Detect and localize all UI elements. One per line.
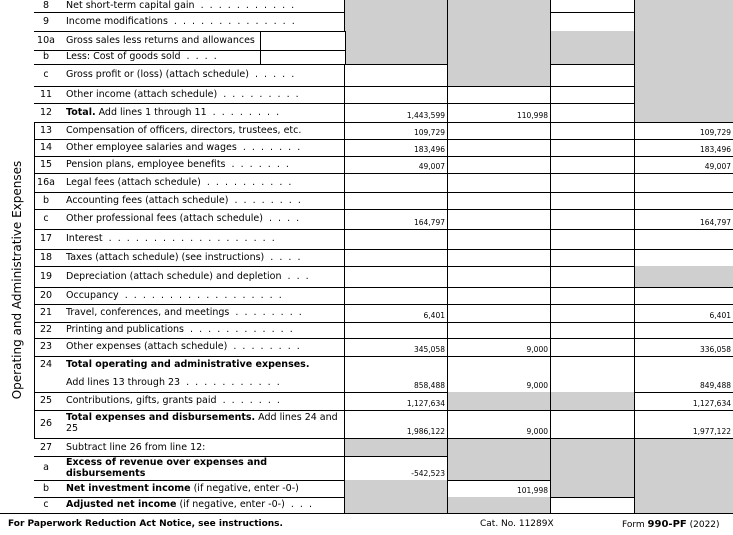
amount-cell[interactable]	[344, 103, 447, 122]
line-number: 13	[39, 124, 53, 136]
amount-value: 6,401	[709, 311, 731, 320]
line-label: Subtract line 26 from line 12:	[66, 441, 206, 453]
line-label: Adjusted net income (if negative, enter -0-) . . .	[66, 499, 312, 510]
form-line-26	[34, 455, 733, 481]
line-number: 16a	[37, 176, 55, 188]
form-footer	[0, 513, 733, 535]
amount-cell	[344, 439, 447, 456]
amount-cell	[550, 392, 634, 410]
amount-cell[interactable]	[447, 229, 550, 249]
amount-cell[interactable]	[550, 122, 634, 139]
amount-cell[interactable]	[447, 103, 550, 122]
line-number: 27	[39, 441, 53, 453]
form-line-10	[34, 156, 733, 174]
amount-cell[interactable]	[447, 266, 550, 287]
amount-cell	[344, 50, 447, 64]
line-number: 14	[39, 141, 53, 153]
amount-value: 9,000	[526, 427, 548, 436]
form-line-13	[34, 209, 733, 230]
form-line-27	[34, 480, 733, 498]
line-number: 23	[39, 341, 53, 352]
amount-cell	[344, 0, 447, 12]
line-number: b	[42, 482, 50, 494]
line-number: 8	[42, 0, 50, 11]
amount-cell[interactable]	[447, 156, 550, 173]
amount-cell[interactable]	[447, 86, 550, 103]
form-line-5	[34, 64, 733, 87]
line-label: Other employee salaries and wages . . . . . . .	[66, 141, 301, 153]
amount-value: 9,000	[526, 381, 548, 390]
amount-cell[interactable]	[344, 287, 447, 304]
form-line-9	[34, 139, 733, 157]
amount-value: 109,729	[699, 128, 731, 137]
amount-cell	[634, 497, 733, 513]
amount-cell	[634, 64, 733, 86]
form-line-8	[34, 122, 733, 140]
line-number: b	[42, 51, 50, 62]
amount-cell[interactable]	[550, 173, 634, 192]
amount-cell[interactable]	[447, 480, 550, 497]
line-label: Income modifications . . . . . . . . . . . . . .	[66, 15, 295, 27]
amount-cell[interactable]	[447, 374, 550, 392]
amount-cell	[634, 50, 733, 64]
amount-cell	[634, 455, 733, 480]
line-number: 9	[42, 15, 50, 27]
amount-cell[interactable]	[634, 322, 733, 338]
amount-cell[interactable]	[550, 374, 634, 392]
form-line-22	[34, 374, 733, 393]
amount-cell[interactable]	[634, 173, 733, 192]
amount-cell[interactable]	[447, 356, 550, 374]
amount-cell[interactable]	[634, 192, 733, 209]
form-prefix: Form	[622, 520, 645, 530]
amount-cell[interactable]	[634, 410, 733, 438]
line-number: 12	[39, 106, 53, 118]
line-number: 17	[39, 233, 53, 244]
amount-cell[interactable]	[344, 209, 447, 229]
amount-cell	[344, 12, 447, 31]
amount-value: 183,496	[699, 145, 731, 154]
amount-cell[interactable]	[634, 249, 733, 266]
line-label: Taxes (attach schedule) (see instructions) . . . .	[66, 251, 301, 263]
line-number: a	[43, 461, 49, 473]
amount-cell[interactable]	[634, 287, 733, 304]
amount-cell	[550, 455, 634, 480]
amount-cell	[344, 480, 447, 497]
amount-cell[interactable]	[634, 338, 733, 356]
line-number: c	[43, 213, 49, 224]
amount-cell	[634, 86, 733, 103]
line-number: 18	[39, 251, 53, 263]
line-number: 20	[39, 289, 53, 301]
amount-value: -542,523	[411, 469, 445, 478]
amount-cell	[447, 12, 550, 31]
amount-value: 1,977,122	[692, 427, 731, 436]
line-label: Legal fees (attach schedule) . . . . . . . . . .	[66, 176, 292, 188]
amount-cell[interactable]	[344, 86, 447, 103]
line-number: 22	[39, 324, 53, 335]
amount-cell[interactable]	[550, 304, 634, 322]
amount-cell	[447, 50, 550, 64]
amount-value: 6,401	[423, 311, 445, 320]
amount-value: 858,488	[413, 381, 445, 390]
amount-value: 101,998	[516, 486, 548, 495]
amount-cell[interactable]	[344, 266, 447, 287]
side-label-text: Operating and Administrative Expenses	[10, 160, 24, 400]
amount-cell[interactable]	[344, 455, 447, 480]
amount-cell[interactable]	[550, 209, 634, 229]
amount-cell[interactable]	[550, 497, 634, 513]
amount-cell	[447, 497, 550, 513]
line-label: Other professional fees (attach schedule) . . . .	[66, 213, 300, 224]
form-line-28	[34, 497, 733, 514]
line-label: Total. Add lines 1 through 11 . . . . . . . .	[66, 106, 280, 118]
amount-cell	[550, 50, 634, 64]
amount-cell[interactable]	[550, 287, 634, 304]
form-line-4	[34, 50, 733, 65]
amount-cell[interactable]	[550, 192, 634, 209]
amount-cell[interactable]	[634, 374, 733, 392]
catalog-number: Cat. No. 11289X	[480, 519, 554, 529]
form-line-2	[34, 12, 733, 32]
line-label: Gross sales less returns and allowances	[66, 34, 255, 46]
amount-value: 1,127,634	[406, 399, 445, 408]
line-label: Travel, conferences, and meetings . . . . . . . .	[66, 307, 302, 318]
form-line-14	[34, 229, 733, 250]
line-number: 10a	[37, 34, 55, 46]
amount-cell[interactable]	[344, 304, 447, 322]
amount-cell[interactable]	[344, 322, 447, 338]
amount-cell[interactable]	[550, 249, 634, 266]
amount-cell[interactable]	[634, 356, 733, 374]
line-label: Net investment income (if negative, enter -0-)	[66, 482, 299, 494]
amount-cell	[344, 31, 447, 50]
line-number: b	[42, 194, 50, 206]
amount-cell[interactable]	[550, 139, 634, 156]
line-number: 24	[39, 359, 53, 370]
gross-sales-input[interactable]	[260, 31, 346, 51]
line-label: Other expenses (attach schedule) . . . . . . . .	[66, 341, 300, 352]
amount-cell[interactable]	[550, 64, 634, 86]
amount-cell[interactable]	[447, 192, 550, 209]
form-line-12	[34, 192, 733, 210]
amount-cell	[550, 480, 634, 497]
line-number: 26	[39, 418, 53, 429]
amount-cell[interactable]	[447, 173, 550, 192]
amount-cell	[634, 0, 733, 12]
amount-value: 164,797	[413, 218, 445, 227]
amount-cell[interactable]	[344, 192, 447, 209]
form-line-3	[34, 31, 733, 51]
amount-cell[interactable]	[634, 139, 733, 156]
amount-cell	[634, 439, 733, 456]
line-label: Other income (attach schedule) . . . . . . . . .	[66, 88, 299, 100]
line-label: Gross profit or (loss) (attach schedule) . . . . .	[66, 69, 295, 80]
amount-cell[interactable]	[550, 266, 634, 287]
amount-cell[interactable]	[634, 156, 733, 173]
form-line-16	[34, 266, 733, 288]
amount-cell[interactable]	[344, 249, 447, 266]
amount-cell	[344, 497, 447, 513]
line-label: Depreciation (attach schedule) and depletion . . .	[66, 270, 309, 282]
line-label: Add lines 13 through 23 . . . . . . . . . . .	[66, 377, 280, 388]
line-label: Occupancy . . . . . . . . . . . . . . . . . .	[66, 289, 282, 301]
line-number: 19	[39, 270, 53, 282]
amount-cell	[447, 0, 550, 12]
amount-cell[interactable]	[447, 410, 550, 438]
line-label: Excess of revenue over expenses and disbursements	[66, 457, 268, 479]
form-name: 990-PF	[647, 519, 687, 530]
line-label: Pension plans, employee benefits . . . . . . .	[66, 158, 289, 170]
form-line-18	[34, 304, 733, 323]
amount-cell[interactable]	[344, 356, 447, 374]
amount-cell[interactable]	[634, 122, 733, 139]
amount-cell	[447, 455, 550, 480]
paperwork-notice: For Paperwork Reduction Act Notice, see instructions.	[8, 519, 283, 529]
amount-cell[interactable]	[344, 139, 447, 156]
line-label: Interest . . . . . . . . . . . . . . . . . . .	[66, 233, 275, 244]
line-number: c	[43, 69, 49, 80]
cost-of-goods-input[interactable]	[260, 50, 346, 65]
line-label: Total expenses and disbursements. Add lines 24 and 25	[66, 412, 338, 434]
amount-cell[interactable]	[447, 139, 550, 156]
amount-cell	[447, 64, 550, 86]
line-number: 21	[39, 307, 53, 318]
amount-cell[interactable]	[550, 410, 634, 438]
amount-cell[interactable]	[634, 209, 733, 229]
form-line-7	[34, 103, 733, 123]
amount-value: 109,729	[413, 128, 445, 137]
form-line-6	[34, 86, 733, 104]
amount-cell[interactable]	[550, 86, 634, 103]
amount-value: 110,998	[516, 111, 548, 120]
amount-cell	[634, 31, 733, 50]
amount-value: 49,007	[418, 162, 445, 171]
amount-cell	[550, 31, 634, 50]
amount-cell[interactable]	[344, 410, 447, 438]
amount-cell[interactable]	[344, 64, 447, 86]
amount-value: 164,797	[699, 218, 731, 227]
amount-cell[interactable]	[344, 374, 447, 392]
amount-value: 345,058	[413, 345, 445, 354]
amount-cell	[447, 439, 550, 456]
form-line-19	[34, 322, 733, 339]
amount-cell[interactable]	[550, 156, 634, 173]
amount-cell[interactable]	[550, 12, 634, 31]
form-line-24	[34, 410, 733, 439]
amount-cell[interactable]	[447, 287, 550, 304]
amount-cell[interactable]	[634, 392, 733, 410]
line-label: Compensation of officers, directors, trustees, etc.	[66, 124, 302, 136]
amount-cell[interactable]	[344, 156, 447, 173]
amount-cell[interactable]	[344, 173, 447, 192]
amount-cell[interactable]	[447, 209, 550, 229]
amount-cell[interactable]	[447, 122, 550, 139]
form-line-15	[34, 249, 733, 267]
amount-value: 1,443,599	[406, 111, 445, 120]
line-label: Total operating and administrative expenses.	[66, 359, 310, 370]
line-label: Contributions, gifts, grants paid . . . . . . .	[66, 395, 280, 406]
line-label: Accounting fees (attach schedule) . . . . . . . .	[66, 194, 301, 206]
amount-cell[interactable]	[550, 338, 634, 356]
form-id	[622, 519, 720, 530]
line-number: c	[43, 499, 49, 510]
amount-cell[interactable]	[447, 304, 550, 322]
form-line-20	[34, 338, 733, 357]
form-line-11	[34, 173, 733, 193]
amount-cell[interactable]	[447, 322, 550, 338]
amount-cell[interactable]	[550, 356, 634, 374]
amount-cell	[447, 392, 550, 410]
amount-value: 1,127,634	[692, 399, 731, 408]
amount-cell[interactable]	[447, 249, 550, 266]
form-line-23	[34, 392, 733, 411]
form-line-21	[34, 356, 733, 374]
line-label: Less: Cost of goods sold . . . .	[66, 51, 217, 62]
amount-cell	[634, 480, 733, 497]
line-number: 15	[39, 158, 53, 170]
line-number: 25	[39, 395, 53, 406]
amount-cell[interactable]	[447, 338, 550, 356]
section-side-label	[0, 122, 35, 438]
form-year: (2022)	[689, 520, 720, 530]
amount-cell[interactable]	[550, 322, 634, 338]
amount-cell[interactable]	[634, 229, 733, 249]
amount-value: 9,000	[526, 345, 548, 354]
amount-cell[interactable]	[550, 103, 634, 122]
amount-value: 183,496	[413, 145, 445, 154]
amount-value: 849,488	[699, 381, 731, 390]
line-label: Printing and publications . . . . . . . . . . . .	[66, 324, 293, 335]
amount-cell	[550, 439, 634, 456]
amount-cell[interactable]	[550, 0, 634, 12]
amount-cell[interactable]	[550, 229, 634, 249]
amount-cell[interactable]	[344, 392, 447, 410]
amount-cell[interactable]	[344, 122, 447, 139]
amount-value: 1,986,122	[406, 427, 445, 436]
amount-cell	[634, 103, 733, 122]
amount-cell	[447, 31, 550, 50]
line-number: 11	[39, 88, 53, 100]
amount-cell[interactable]	[634, 304, 733, 322]
line-label: Net short-term capital gain . . . . . . . . . . .	[66, 0, 295, 11]
amount-cell	[634, 266, 733, 287]
amount-value: 49,007	[704, 162, 731, 171]
form-line-17	[34, 287, 733, 305]
amount-cell[interactable]	[344, 229, 447, 249]
amount-cell[interactable]	[344, 338, 447, 356]
amount-value: 336,058	[699, 345, 731, 354]
amount-cell	[634, 12, 733, 31]
